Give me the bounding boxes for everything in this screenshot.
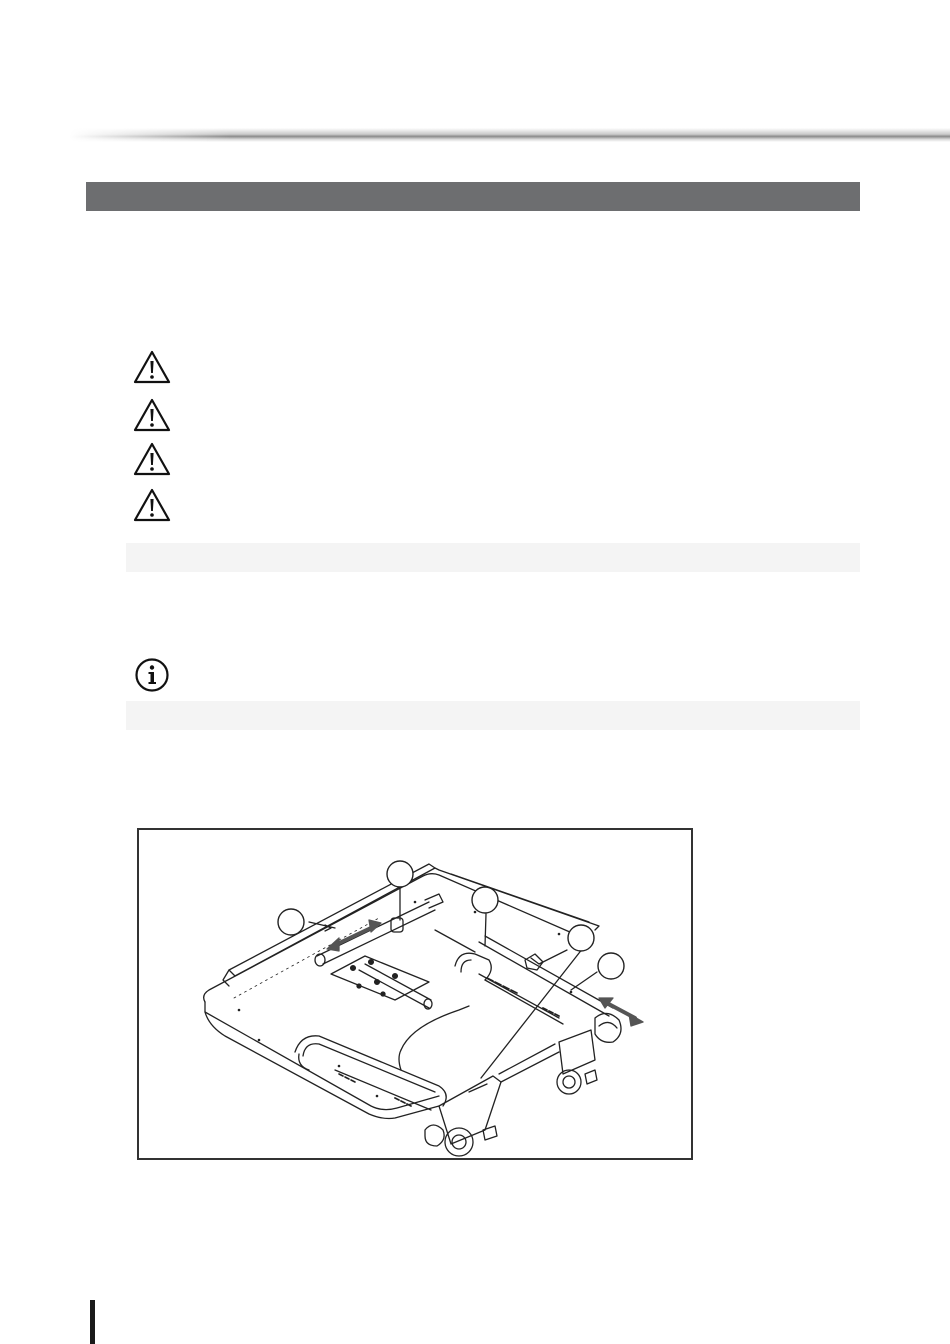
callout-marker-1 — [278, 909, 304, 935]
subsection-bar — [126, 701, 860, 730]
warning-triangle-icon — [133, 398, 171, 432]
header-rule-fade — [70, 128, 230, 142]
warning-triangle-icon — [133, 442, 171, 476]
callout-marker-4 — [568, 925, 594, 951]
page-edge-marker — [90, 1300, 95, 1344]
section-title-bar — [86, 182, 860, 211]
warning-triangle-icon — [133, 350, 171, 384]
callout-marker-3 — [472, 887, 498, 913]
callout-marker-5 — [598, 953, 624, 979]
tray-illustration — [139, 830, 691, 1158]
info-icon — [134, 657, 170, 693]
subsection-bar — [126, 543, 860, 572]
warning-triangle-icon — [133, 488, 171, 522]
figure-frame — [137, 828, 693, 1160]
callout-marker-2 — [387, 861, 413, 887]
